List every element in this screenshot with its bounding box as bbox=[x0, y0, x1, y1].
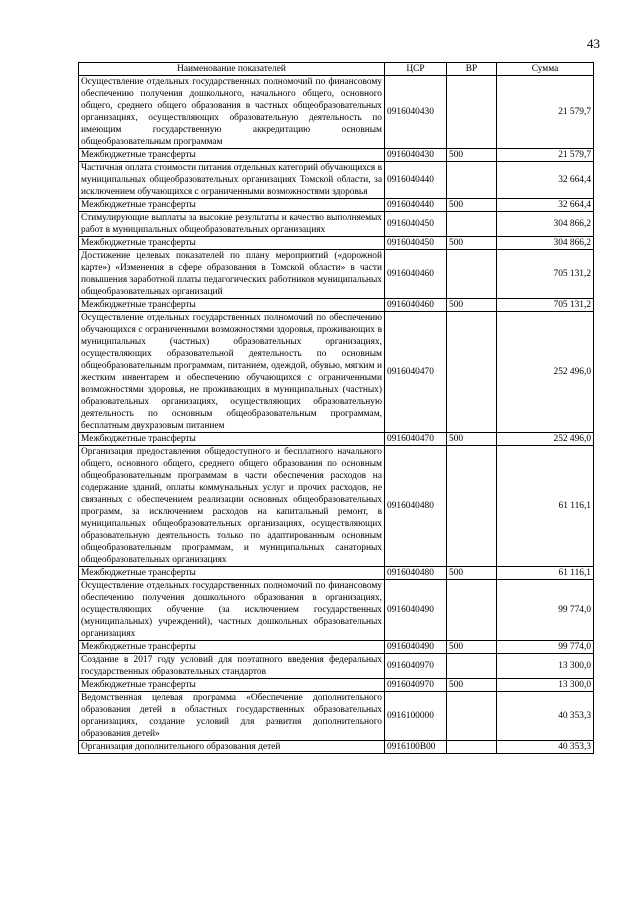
row-name: Межбюджетные трансферты bbox=[79, 199, 385, 212]
row-vr bbox=[447, 580, 497, 641]
row-name: Межбюджетные трансферты bbox=[79, 433, 385, 446]
row-vr: 500 bbox=[447, 199, 497, 212]
table-row bbox=[79, 580, 594, 641]
row-sum: 304 866,2 bbox=[497, 237, 594, 250]
row-sum: 40 353,3 bbox=[497, 741, 594, 754]
row-csr: 0916040450 bbox=[385, 237, 447, 250]
row-name: Осуществление отдельных государственных полномочий по финансовому обеспечению получения дошкольного образования в организациях, осуществляющих обучение (за исключением государственных (муниципальных) учреждений), частных дошкольных образовательных организациях bbox=[79, 580, 385, 641]
page-number: 43 bbox=[587, 36, 600, 51]
row-name: Ведомственная целевая программа «Обеспечение дополнительного образования детей в областных государственных образовательных организациях, создание условий для развития дополнительного образования детей» bbox=[79, 692, 385, 741]
table-row bbox=[79, 76, 594, 149]
table-row bbox=[79, 250, 594, 299]
table-row bbox=[79, 692, 594, 741]
row-csr: 0916040440 bbox=[385, 162, 447, 199]
row-vr: 500 bbox=[447, 299, 497, 312]
row-csr: 0916040490 bbox=[385, 641, 447, 654]
row-csr: 0916040970 bbox=[385, 679, 447, 692]
row-sum: 252 496,0 bbox=[497, 433, 594, 446]
row-name: Создание в 2017 году условий для поэтапного введения федеральных государственных образовательных стандартов bbox=[79, 654, 385, 679]
table-body bbox=[79, 76, 594, 754]
budget-table bbox=[78, 62, 594, 754]
row-csr: 0916040430 bbox=[385, 76, 447, 149]
row-name: Стимулирующие выплаты за высокие результаты и качество выполняемых работ в муниципальных общеобразовательных организациях bbox=[79, 212, 385, 237]
row-sum: 32 664,4 bbox=[497, 162, 594, 199]
table-row bbox=[79, 149, 594, 162]
row-name: Организация дополнительного образования детей bbox=[79, 741, 385, 754]
row-name: Осуществление отдельных государственных полномочий по финансовому обеспечению получения дошкольного, начального общего, основного общего, среднего общего образования в частных общеобразовательных организациях, осуществляющих образовательную деятельность по имеющим государственную аккредитацию основным общеобразовательным программам bbox=[79, 76, 385, 149]
row-name: Достижение целевых показателей по плану мероприятий («дорожной карте») «Изменения в сфере образования в Томской области» в части повышения заработной платы педагогических работников муниципальных общеобразовательных организаций bbox=[79, 250, 385, 299]
row-sum: 13 300,0 bbox=[497, 679, 594, 692]
row-csr: 0916040470 bbox=[385, 312, 447, 433]
table-row bbox=[79, 654, 594, 679]
row-csr: 0916040440 bbox=[385, 199, 447, 212]
row-vr bbox=[447, 312, 497, 433]
row-csr: 0916040460 bbox=[385, 250, 447, 299]
row-name: Межбюджетные трансферты bbox=[79, 567, 385, 580]
row-vr: 500 bbox=[447, 433, 497, 446]
table-row bbox=[79, 312, 594, 433]
table-row bbox=[79, 162, 594, 199]
row-name: Межбюджетные трансферты bbox=[79, 679, 385, 692]
row-vr bbox=[447, 76, 497, 149]
row-sum: 13 300,0 bbox=[497, 654, 594, 679]
table-row bbox=[79, 433, 594, 446]
row-name: Межбюджетные трансферты bbox=[79, 641, 385, 654]
row-vr: 500 bbox=[447, 641, 497, 654]
table-row bbox=[79, 446, 594, 567]
table-row bbox=[79, 199, 594, 212]
row-sum: 40 353,3 bbox=[497, 692, 594, 741]
table-row bbox=[79, 741, 594, 754]
table-row bbox=[79, 567, 594, 580]
row-name: Осуществление отдельных государственных полномочий по обеспечению обучающихся с ограниченными возможностями здоровья, проживающих в муниципальных (частных) образовательных организациях, осуществляющих образовательной деятельность по основным общеобразовательным программам, питанием, одеждой, обувью, мягким и жестким инвентарем и обеспечению обучающихся с ограниченными возможностями здоровья, не проживающих в муниципальных (частных) образовательных организациях, осуществляющих образовательную деятельность по основным общеобразовательным программам, бесплатным двухразовым питанием bbox=[79, 312, 385, 433]
row-csr: 0916040450 bbox=[385, 212, 447, 237]
table-row bbox=[79, 212, 594, 237]
row-sum: 21 579,7 bbox=[497, 76, 594, 149]
row-sum: 99 774,0 bbox=[497, 580, 594, 641]
row-name: Частичная оплата стоимости питания отдельных категорий обучающихся в муниципальных общеобразовательных организациях Томской области, за исключением обучающихся с ограниченными возможностями здоровья bbox=[79, 162, 385, 199]
row-vr bbox=[447, 654, 497, 679]
header-vr: ВР bbox=[447, 63, 497, 76]
row-csr: 0916040490 bbox=[385, 580, 447, 641]
row-vr bbox=[447, 741, 497, 754]
row-name: Межбюджетные трансферты bbox=[79, 149, 385, 162]
row-sum: 252 496,0 bbox=[497, 312, 594, 433]
row-vr bbox=[447, 692, 497, 741]
row-sum: 705 131,2 bbox=[497, 250, 594, 299]
row-csr: 0916040970 bbox=[385, 654, 447, 679]
table-row bbox=[79, 641, 594, 654]
row-sum: 21 579,7 bbox=[497, 149, 594, 162]
header-name: Наименование показателей bbox=[79, 63, 385, 76]
row-vr: 500 bbox=[447, 567, 497, 580]
row-sum: 61 116,1 bbox=[497, 567, 594, 580]
table-row bbox=[79, 299, 594, 312]
row-csr: 0916040480 bbox=[385, 567, 447, 580]
row-name: Межбюджетные трансферты bbox=[79, 299, 385, 312]
row-vr bbox=[447, 162, 497, 199]
row-sum: 99 774,0 bbox=[497, 641, 594, 654]
row-csr: 0916100000 bbox=[385, 692, 447, 741]
row-csr: 0916100В00 bbox=[385, 741, 447, 754]
header-csr: ЦСР bbox=[385, 63, 447, 76]
row-csr: 0916040430 bbox=[385, 149, 447, 162]
table-row bbox=[79, 237, 594, 250]
row-vr: 500 bbox=[447, 237, 497, 250]
row-vr bbox=[447, 250, 497, 299]
row-sum: 32 664,4 bbox=[497, 199, 594, 212]
row-sum: 304 866,2 bbox=[497, 212, 594, 237]
row-csr: 0916040460 bbox=[385, 299, 447, 312]
row-csr: 0916040480 bbox=[385, 446, 447, 567]
table-row bbox=[79, 679, 594, 692]
table-header-row bbox=[79, 63, 594, 76]
row-vr bbox=[447, 446, 497, 567]
row-vr bbox=[447, 212, 497, 237]
row-name: Межбюджетные трансферты bbox=[79, 237, 385, 250]
header-sum: Сумма bbox=[497, 63, 594, 76]
row-vr: 500 bbox=[447, 149, 497, 162]
row-csr: 0916040470 bbox=[385, 433, 447, 446]
row-sum: 705 131,2 bbox=[497, 299, 594, 312]
row-sum: 61 116,1 bbox=[497, 446, 594, 567]
row-vr: 500 bbox=[447, 679, 497, 692]
row-name: Организация предоставления общедоступного и бесплатного начального общего, основного общего, среднего общего образования по основным общеобразовательным программам в части обеспечения расходов на содержание зданий, оплаты коммунальных услуг и прочих расходов, не связанных с обеспечением реализации основных общеобразовательных программ, за исключением расходов на капитальный ремонт, в муниципальных общеобразовательных организациях, осуществляющих образовательную деятельность только по адаптированным основным общеобразовательным программам, и муниципальных санаторных общеобразовательных организациях bbox=[79, 446, 385, 567]
